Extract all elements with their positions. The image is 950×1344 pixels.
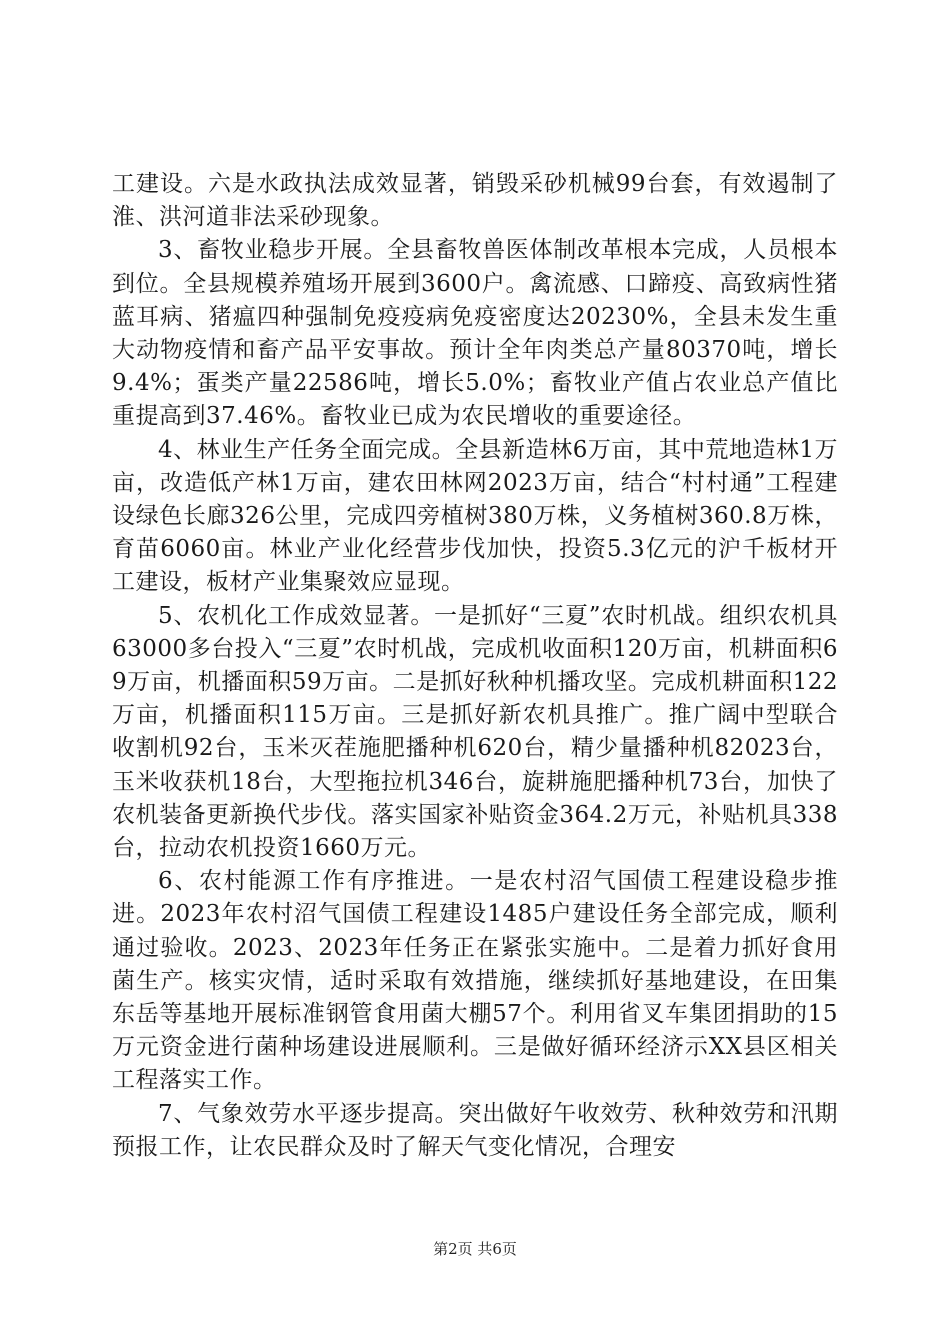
paragraph-meteorological-service: 7、气象效劳水平逐步提高。突出做好午收效劳、秋种效劳和汛期预报工作，让农民群众及时了解天气变化情况，合理安 xyxy=(112,1100,838,1160)
page-footer: 第2页 共6页 xyxy=(433,1240,517,1258)
paragraph-water-enforcement: 工建设。六是水政执法成效显著，销毁采砂机械99台套，有效遏制了淮、洪河道非法采砂现象。 xyxy=(112,171,838,231)
document-body xyxy=(112,168,838,1164)
paragraph-rural-energy: 6、农村能源工作有序推进。一是农村沼气国债工程建设稳步推进。2023年农村沼气国债工程建设1485户建设任务全部完成，顺利通过验收。2023、2023年任务正在紧张实施中。二是着力抓好食用菌生产。核实灾情，适时采取有效措施，继续抓好基地建设，在田集东岳等基地开展标准钢管食用菌大棚57个。利用省叉车集团捐助的15万元资金进行菌种场建设进展顺利。三是做好循环经济示XX县区相关工程落实工作。 xyxy=(112,868,838,1094)
paragraph-forestry: 4、林业生产任务全面完成。全县新造林6万亩，其中荒地造林1万亩，改造低产林1万亩，建农田林网2023万亩，结合“村村通”工程建设绿色长廊326公里，完成四旁植树380万株，义务植树360.8万株，育苗6060亩。林业产业化经营步伐加快，投资5.3亿元的沪千板材开工建设，板材产业集聚效应显现。 xyxy=(112,436,838,596)
paragraph-agricultural-machinery: 5、农机化工作成效显著。一是抓好“三夏”农时机战。组织农机具63000多台投入“三夏”农时机战，完成机收面积120万亩，机耕面积69万亩，机播面积59万亩。二是抓好秋种机播攻坚。完成机耕面积122万亩，机播面积115万亩。三是抓好新农机具推广。推广阔中型联合收割机92台，玉米灭茬施肥播种机620台，精少量播种机82023台，玉米收获机18台，大型拖拉机346台，旋耕施肥播种机73台，加快了农机装备更新换代步伐。落实国家补贴资金364.2万元，补贴机具338台，拉动农机投资1660万元。 xyxy=(112,602,838,862)
paragraph-animal-husbandry: 3、畜牧业稳步开展。全县畜牧兽医体制改革根本完成，人员根本到位。全县规模养殖场开展到3600户。禽流感、口蹄疫、高致病性猪蓝耳病、猪瘟四种强制免疫疫病免疫密度达20230%，全县未发生重大动物疫情和畜产品平安事故。预计全年肉类总产量80370吨，增长9.4%；蛋类产量22586吨，增长5.0%；畜牧业产值占农业总产值比重提高到37.46%。畜牧业已成为农民增收的重要途径。 xyxy=(112,237,838,430)
